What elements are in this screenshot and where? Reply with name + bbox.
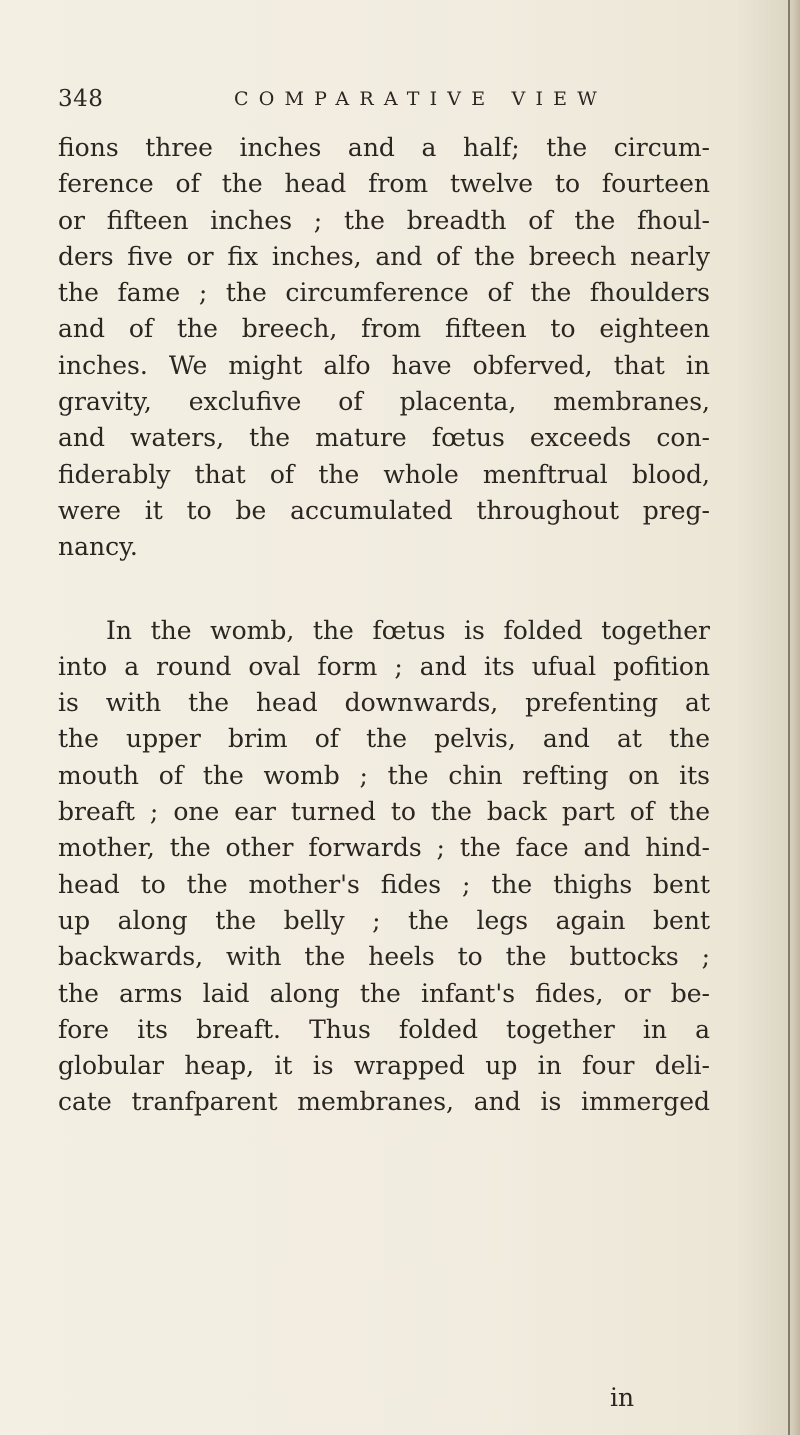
text-line: ders five or fix inches, and of the breech nearly: [58, 241, 710, 271]
text-line: mouth of the womb ; the chin refting on its: [58, 760, 710, 790]
text-line: backwards, with the heels to the buttocks ;: [58, 942, 710, 972]
text-line: up along the belly ; the legs again bent: [58, 905, 710, 935]
text-line: fiderably that of the whole menftrual blood,: [58, 459, 710, 489]
text-line: globular heap, it is wrapped up in four deli-: [58, 1051, 710, 1081]
text-line: the fame ; the circumference of the fhoulders: [58, 278, 710, 308]
text-line: were it to be accumulated throughout preg-: [58, 495, 710, 525]
text-line: head to the mother's fides ; the thighs bent: [58, 869, 710, 899]
running-head: [58, 86, 698, 116]
page-number: 348: [58, 86, 104, 112]
text-line: the upper brim of the pelvis, and at the: [58, 724, 710, 754]
text-line: and waters, the mature fœtus exceeds con-: [58, 423, 710, 453]
text-line: fions three inches and a half; the circum-: [58, 133, 710, 162]
text-line: is with the head downwards, prefenting at: [58, 688, 710, 718]
text-line: the arms laid along the infant's fides, or be-: [58, 978, 710, 1008]
text-line: gravity, exclufive of placenta, membranes,: [58, 387, 710, 417]
text-line: fore its breaft. Thus folded together in a: [58, 1014, 710, 1044]
paragraph-gap: [58, 566, 710, 613]
text-line: breaft ; one ear turned to the back part of the: [58, 797, 710, 827]
text-line: into a round oval form ; and its ufual pofition: [58, 651, 710, 681]
text-line: or fifteen inches ; the breadth of the fhoul-: [58, 205, 710, 235]
page-edge-line: [788, 0, 790, 1435]
text-line: In the womb, the fœtus is folded together: [106, 615, 710, 645]
running-title: COMPARATIVE VIEW: [234, 88, 607, 110]
catchword: in: [610, 1383, 635, 1412]
text-line: ference of the head from twelve to fourteen: [58, 169, 710, 199]
body-text: [58, 130, 710, 1121]
text-line: and of the breech, from fifteen to eighteen: [58, 314, 710, 344]
text-line: mother, the other forwards ; the face and hind-: [58, 833, 710, 863]
text-line: cate tranfparent membranes, and is immerged: [58, 1087, 710, 1117]
text-line: inches. We might alfo have obferved, that in: [58, 350, 710, 380]
text-line: nancy.: [58, 532, 138, 562]
